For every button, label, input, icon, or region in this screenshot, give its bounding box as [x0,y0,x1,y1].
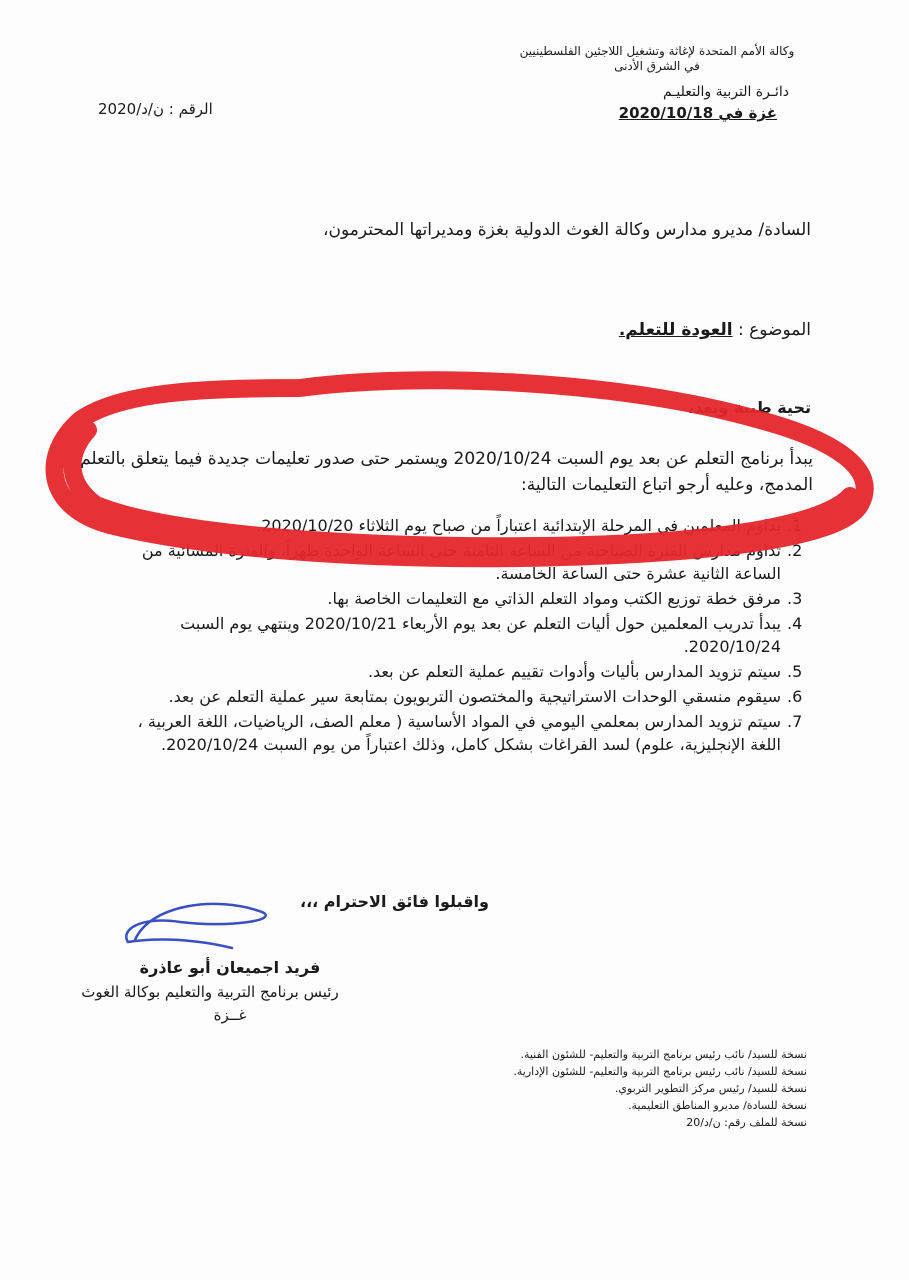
item-number: 2. [787,541,803,560]
item-number: 5. [787,662,803,681]
subject-value: العودة للتعلم. [618,320,733,340]
signatory-name: فريد اجميعان أبو عاذرة [139,958,321,977]
item-text: يبدأ تدريب المعلمين حول أليات التعلم عن بعد يوم الأربعاء 2020/10/21 وينتهي يوم السبت 2020/10/24. [180,614,781,656]
copy-line: نسخة للسادة/ مديرو المناطق التعليمية. [628,1099,807,1112]
greeting: تحية طيبة وبعد، [687,398,811,417]
red-circle-annotation [55,380,865,558]
copy-line: نسخة للسيد/ نائب رئيس برنامج التربية والتعليم- للشئون الفنية. [520,1048,807,1061]
signatory-city: غــزة [213,1006,247,1024]
item-number: 6. [787,687,803,706]
signature-scribble [126,904,265,948]
copy-line: نسخة للسيد/ رئيس مركز التطوير التربوي. [614,1082,807,1095]
copies-list [513,1046,807,1131]
signatory-title: رئيس برنامج التربية والتعليم بوكالة الغوث [81,983,339,1001]
item-number: 1. [787,516,803,535]
org-line-1: وكالة الأمم المتحدة لإغاثة وتشغيل اللاجئين الفلسطينيين [519,44,795,58]
subject-label: الموضوع : [732,320,811,340]
intro-paragraph: يبدأ برنامج التعلم عن بعد يوم السبت 2020/10/24 ويستمر حتى صدور تعليمات جديدة فيما يتعلق بالتعلم المدمج، وعليه أرجو اتباع التعليمات التالية: [80,449,813,495]
copy-line: نسخة للسيد/ نائب رئيس برنامج التربية والتعليم- للشئون الإدارية. [513,1065,807,1078]
item-text: مرفق خطة توزيع الكتب ومواد التعلم الذاتي مع التعليمات الخاصة بها. [327,589,781,608]
item-text: تداوم مدارس الفترة الصباحية من الساعة الثامنة حتى الساعة الواحدة ظهراً، والفترة المسائية من الساعة الثانية عشرة حتى الساعة الخامسة. [141,541,781,583]
department-name: دائـرة التربية والتعليـم [663,84,789,100]
addressee: السادة/ مديرو مدارس وكالة الغوث الدولية بغزة ومديراتها المحترمون، [323,220,811,240]
reference-number: الرقم : ن/د/2020 [98,100,213,118]
item-number: 7. [787,712,803,731]
item-text: سيتم تزويد المدارس بأليات وأدوات تقييم عملية التعلم عن بعد. [367,662,781,681]
letter-date: غزة في 2020/10/18 [618,104,777,122]
item-text: سيتم تزويد المدارس بمعلمي اليومي في المواد الأساسية ( معلم الصف، الرياضيات، اللغة العربية ، اللغة الإنجليزية، علوم) لسد الفراغات بشكل كامل، وذلك اعتباراً من يوم السبت 2020/10/24. [137,712,781,754]
copy-line: نسخة للملف رقم: ن/د/20 [686,1116,807,1129]
item-number: 4. [787,614,803,633]
item-text: سيقوم منسقي الوحدات الاستراتيجية والمختصون التربويون بمتابعة سير عملية التعلم عن بعد. [168,687,781,706]
org-line-2: في الشرق الأدنى [614,59,700,73]
closing-line: واقبلوا فائق الاحترام ،،، [300,892,489,911]
item-number: 3. [787,589,803,608]
item-text: يداوم المعلمين في المرحلة الإبتدائية اعتباراً من صباح يوم الثلاثاء 2020/10/20. [256,516,781,535]
